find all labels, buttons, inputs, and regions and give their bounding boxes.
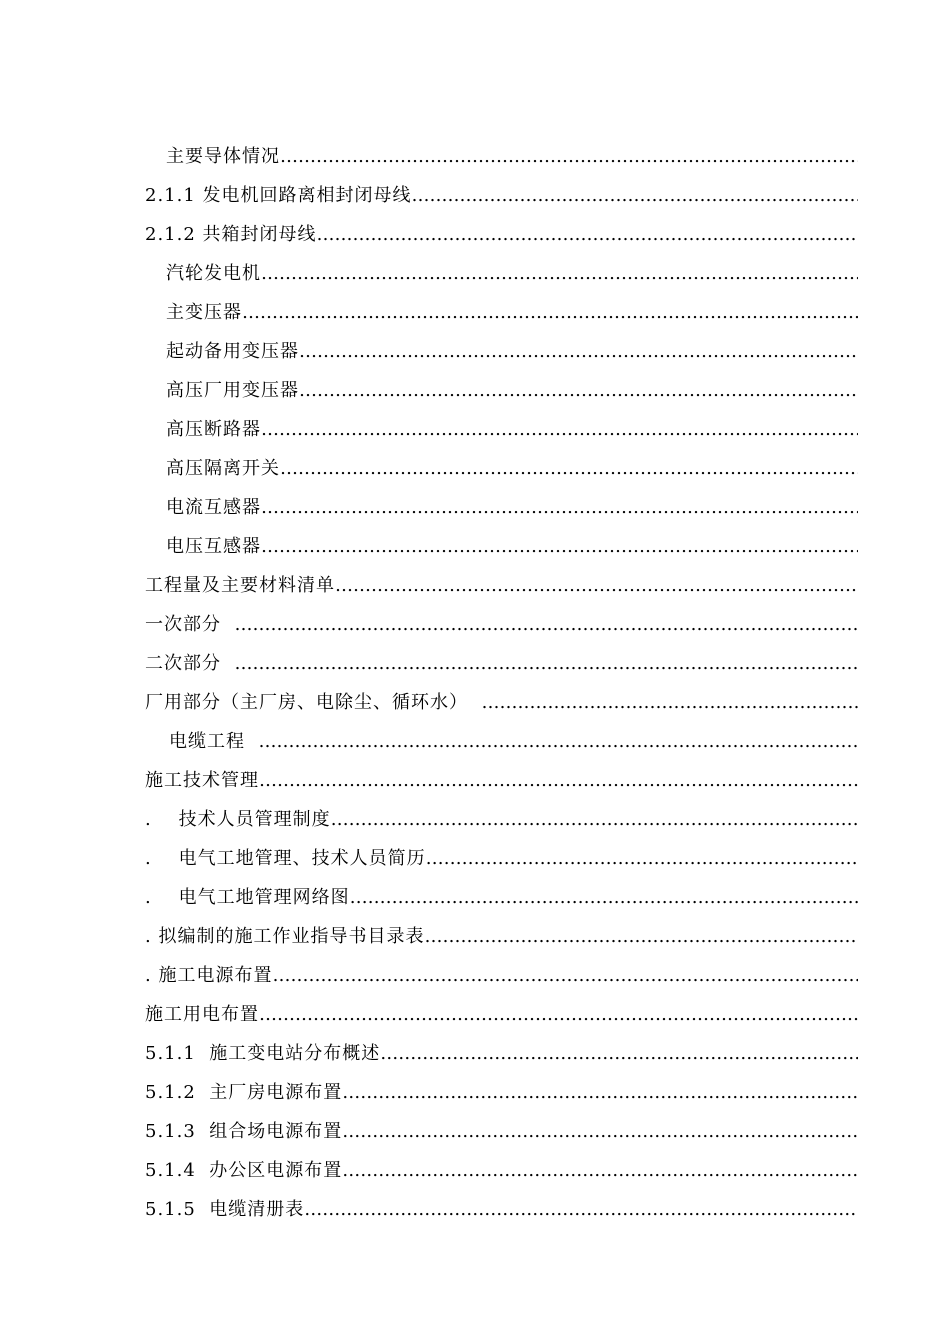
toc-entry[interactable] — [145, 1151, 858, 1190]
toc-leader — [481, 683, 858, 722]
toc-leader — [261, 488, 858, 527]
toc-leader — [272, 956, 858, 995]
toc-leader — [299, 332, 858, 371]
toc-entry-title: . 拟编制的施工作业指导书目录表 — [145, 926, 425, 947]
toc-entry[interactable] — [145, 644, 858, 683]
toc-entry-title: 2.1.2 共箱封闭母线 — [145, 224, 317, 245]
toc-entry-title: . 电气工地管理网络图 — [145, 887, 350, 908]
toc-leader — [234, 605, 858, 644]
toc-entry[interactable] — [145, 1112, 858, 1151]
toc-entry-title: 5.1.3 组合场电源布置 — [145, 1121, 343, 1142]
toc-leader — [304, 1190, 858, 1229]
toc-leader — [280, 449, 858, 488]
toc-leader — [280, 137, 858, 176]
toc-leader — [350, 878, 858, 917]
toc-entry-title: . 电气工地管理、技术人员简历 — [145, 848, 426, 869]
toc-entry[interactable] — [145, 995, 858, 1034]
toc-entry[interactable] — [145, 605, 858, 644]
toc-entry-title: 施工用电布置 — [145, 1004, 259, 1025]
toc-leader — [234, 644, 858, 683]
toc-entry[interactable] — [145, 254, 858, 293]
toc-entry[interactable] — [145, 371, 858, 410]
toc-entry[interactable] — [145, 215, 858, 254]
toc-entry[interactable] — [145, 1034, 858, 1073]
toc-leader — [299, 371, 858, 410]
toc-entry-title: 一次部分 — [145, 614, 235, 635]
toc-entry[interactable] — [145, 332, 858, 371]
toc-entry-title: 起动备用变压器 — [166, 341, 299, 362]
toc-leader — [342, 1112, 858, 1151]
toc-entry[interactable] — [145, 137, 858, 176]
toc-leader — [380, 1034, 858, 1073]
toc-entry-title: 电压互感器 — [166, 536, 261, 557]
toc-entry-title: 汽轮发电机 — [166, 263, 261, 284]
toc-leader — [335, 566, 858, 605]
toc-entry[interactable] — [145, 956, 858, 995]
toc-leader — [258, 722, 858, 761]
toc-leader — [342, 1151, 858, 1190]
toc-entry-title: 工程量及主要材料清单 — [145, 575, 335, 596]
toc-leader — [317, 215, 858, 254]
toc-leader — [412, 176, 858, 215]
toc-leader — [424, 917, 858, 956]
toc-entry[interactable] — [145, 293, 858, 332]
toc-entry[interactable] — [145, 878, 858, 917]
toc-entry-title: 电流互感器 — [166, 497, 261, 518]
toc-entry-title: 主变压器 — [166, 302, 242, 323]
toc-entry-title: 二次部分 — [145, 653, 235, 674]
toc-leader — [259, 761, 858, 800]
toc-entry-title: 5.1.2 主厂房电源布置 — [145, 1082, 343, 1103]
toc-entry-title: . 施工电源布置 — [145, 965, 273, 986]
toc-entry[interactable] — [145, 722, 858, 761]
toc-entry[interactable] — [145, 800, 858, 839]
toc-entry[interactable] — [145, 1190, 858, 1229]
toc-entry-title: 电缆工程 — [169, 731, 259, 752]
toc-entry-title: 厂用部分（主厂房、电除尘、循环水） — [145, 692, 482, 713]
toc-leader — [259, 995, 858, 1034]
toc-entry-title: . 技术人员管理制度 — [145, 809, 331, 830]
toc-entry-title: 5.1.5 电缆清册表 — [145, 1199, 305, 1220]
toc-leader — [242, 293, 858, 332]
toc-entry[interactable] — [145, 917, 858, 956]
toc-entry[interactable] — [145, 449, 858, 488]
toc-leader — [331, 800, 858, 839]
toc-entry-title: 高压隔离开关 — [166, 458, 280, 479]
toc-entry-title: 主要导体情况 — [166, 146, 280, 167]
toc-leader — [261, 527, 858, 566]
toc-entry[interactable] — [145, 683, 858, 722]
toc-leader — [261, 410, 858, 449]
toc-entry[interactable] — [145, 488, 858, 527]
toc-entry[interactable] — [145, 527, 858, 566]
toc-entry-title: 高压厂用变压器 — [166, 380, 299, 401]
toc-entry[interactable] — [145, 176, 858, 215]
toc-entry[interactable] — [145, 566, 858, 605]
toc-entry[interactable] — [145, 839, 858, 878]
table-of-contents — [145, 137, 858, 1229]
toc-entry[interactable] — [145, 761, 858, 800]
toc-entry-title: 高压断路器 — [166, 419, 261, 440]
toc-entry-title: 5.1.4 办公区电源布置 — [145, 1160, 343, 1181]
toc-entry-title: 施工技术管理 — [145, 770, 259, 791]
toc-leader — [342, 1073, 858, 1112]
toc-entry-title: 5.1.1 施工变电站分布概述 — [145, 1043, 381, 1064]
toc-entry[interactable] — [145, 1073, 858, 1112]
toc-leader — [261, 254, 858, 293]
toc-leader — [426, 839, 858, 878]
toc-entry-title: 2.1.1 发电机回路离相封闭母线 — [145, 185, 412, 206]
toc-entry[interactable] — [145, 410, 858, 449]
